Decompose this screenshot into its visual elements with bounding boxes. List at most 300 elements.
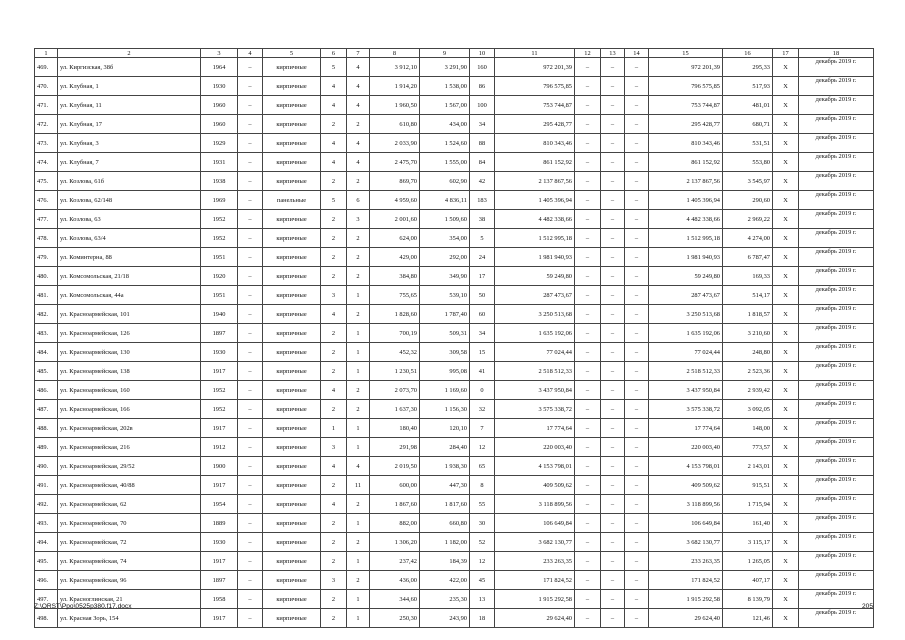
table-cell: 30 xyxy=(470,514,495,533)
table-cell: X xyxy=(773,609,799,628)
table-cell: 483. xyxy=(35,324,58,343)
table-cell: 45 xyxy=(470,571,495,590)
table-cell: ул. Козлова, 63 xyxy=(58,210,201,229)
table-cell: X xyxy=(773,400,799,419)
table-cell: 5 xyxy=(321,191,347,210)
table-body xyxy=(35,58,874,628)
table-cell: 160 xyxy=(470,58,495,77)
table-cell: 514,17 xyxy=(723,286,773,305)
table-cell: ул. Комсомольская, 44а xyxy=(58,286,201,305)
table-cell: X xyxy=(773,96,799,115)
table-cell: – xyxy=(601,514,625,533)
table-cell: – xyxy=(575,134,601,153)
table-cell: 2 969,22 xyxy=(723,210,773,229)
table-cell: 235,30 xyxy=(420,590,470,609)
table-cell: 2 xyxy=(347,172,370,191)
table-cell: – xyxy=(575,58,601,77)
table-cell: 18 xyxy=(470,609,495,628)
table-cell: 12 xyxy=(470,438,495,457)
table-cell: 233 263,35 xyxy=(649,552,723,571)
table-cell: 610,80 xyxy=(370,115,420,134)
table-cell: 1 230,51 xyxy=(370,362,420,381)
table-cell: декабрь 2019 г. xyxy=(799,362,874,381)
table-cell: – xyxy=(601,77,625,96)
table-cell: 2 518 512,33 xyxy=(649,362,723,381)
table-cell: X xyxy=(773,191,799,210)
table-cell: – xyxy=(625,172,649,191)
column-header: 13 xyxy=(601,49,625,58)
table-cell: 284,40 xyxy=(420,438,470,457)
table-cell: – xyxy=(625,115,649,134)
table-cell: 495. xyxy=(35,552,58,571)
table-cell: 12 xyxy=(470,552,495,571)
table-cell: кирпичные xyxy=(263,58,321,77)
table-cell: – xyxy=(575,115,601,134)
table-cell: – xyxy=(575,210,601,229)
table-cell: X xyxy=(773,153,799,172)
table-cell: кирпичные xyxy=(263,305,321,324)
table-cell: декабрь 2019 г. xyxy=(799,343,874,362)
table-cell: X xyxy=(773,115,799,134)
table-cell: – xyxy=(625,400,649,419)
table-cell: кирпичные xyxy=(263,419,321,438)
table-cell: 1 828,60 xyxy=(370,305,420,324)
table-row xyxy=(35,229,874,248)
table-cell: ул. Красноармейская, 74 xyxy=(58,552,201,571)
table-cell: декабрь 2019 г. xyxy=(799,286,874,305)
table-cell: 6 787,47 xyxy=(723,248,773,267)
column-header: 7 xyxy=(347,49,370,58)
table-cell: X xyxy=(773,172,799,191)
table-cell: – xyxy=(601,476,625,495)
table-row xyxy=(35,210,874,229)
table-cell: 1960 xyxy=(201,96,238,115)
table-cell: 1 xyxy=(347,552,370,571)
table-cell: – xyxy=(625,571,649,590)
column-header: 18 xyxy=(799,49,874,58)
table-cell: 2 xyxy=(347,533,370,552)
table-cell: X xyxy=(773,438,799,457)
table-cell: ул. Красноармейская, 202в xyxy=(58,419,201,438)
column-header: 3 xyxy=(201,49,238,58)
table-cell: 1 xyxy=(347,438,370,457)
table-cell: 2 xyxy=(321,115,347,134)
table-cell: 1964 xyxy=(201,58,238,77)
table-cell: 861 152,92 xyxy=(649,153,723,172)
table-cell: 169,33 xyxy=(723,267,773,286)
table-cell: 1897 xyxy=(201,571,238,590)
page-number: 205 xyxy=(861,603,873,610)
table-cell: декабрь 2019 г. xyxy=(799,77,874,96)
table-row xyxy=(35,571,874,590)
table-cell: – xyxy=(238,191,263,210)
table-cell: 3 092,05 xyxy=(723,400,773,419)
table-cell: 1 818,57 xyxy=(723,305,773,324)
table-cell: 476. xyxy=(35,191,58,210)
table-cell: кирпичные xyxy=(263,514,321,533)
table-cell: 753 744,87 xyxy=(495,96,575,115)
table-cell: 498. xyxy=(35,609,58,628)
table-row xyxy=(35,533,874,552)
table-cell: X xyxy=(773,343,799,362)
table-cell: 1931 xyxy=(201,153,238,172)
table-cell: 434,00 xyxy=(420,115,470,134)
table-cell: 1 405 396,94 xyxy=(649,191,723,210)
column-header: 6 xyxy=(321,49,347,58)
table-cell: 1 555,00 xyxy=(420,153,470,172)
table-row xyxy=(35,362,874,381)
table-cell: декабрь 2019 г. xyxy=(799,514,874,533)
table-cell: – xyxy=(238,495,263,514)
table-cell: – xyxy=(238,229,263,248)
table-cell: – xyxy=(575,533,601,552)
table-cell: 509,31 xyxy=(420,324,470,343)
table-cell: 469. xyxy=(35,58,58,77)
table-cell: 50 xyxy=(470,286,495,305)
table-cell: декабрь 2019 г. xyxy=(799,419,874,438)
column-header: 5 xyxy=(263,49,321,58)
table-cell: 2 xyxy=(321,362,347,381)
table-cell: – xyxy=(601,343,625,362)
table-cell: 1 914,20 xyxy=(370,77,420,96)
table-cell: кирпичные xyxy=(263,115,321,134)
table-cell: ул. Красноармейская, 216 xyxy=(58,438,201,457)
table-cell: 470. xyxy=(35,77,58,96)
table-cell: 1889 xyxy=(201,514,238,533)
table-cell: 436,00 xyxy=(370,571,420,590)
table-cell: – xyxy=(575,324,601,343)
table-cell: ул. Красноармейская, 130 xyxy=(58,343,201,362)
table-cell: – xyxy=(238,476,263,495)
table-cell: – xyxy=(575,400,601,419)
table-row xyxy=(35,457,874,476)
column-header: 8 xyxy=(370,49,420,58)
table-cell: 1 637,30 xyxy=(370,400,420,419)
table-cell: – xyxy=(575,457,601,476)
table-cell: 2 019,50 xyxy=(370,457,420,476)
table-cell: 290,60 xyxy=(723,191,773,210)
table-cell: 4 274,00 xyxy=(723,229,773,248)
table-cell: 497. xyxy=(35,590,58,609)
table-cell: 2 137 867,56 xyxy=(495,172,575,191)
table-cell: ул. Красноармейская, 160 xyxy=(58,381,201,400)
table-cell: 1917 xyxy=(201,419,238,438)
table-cell: – xyxy=(238,343,263,362)
table-cell: – xyxy=(601,438,625,457)
table-cell: 2 073,70 xyxy=(370,381,420,400)
table-cell: 1951 xyxy=(201,248,238,267)
table-cell: 8 xyxy=(470,476,495,495)
table-cell: 233 263,35 xyxy=(495,552,575,571)
table-cell: X xyxy=(773,77,799,96)
table-cell: 237,42 xyxy=(370,552,420,571)
table-cell: – xyxy=(238,115,263,134)
table-cell: 3 xyxy=(321,438,347,457)
table-cell: 1 915 292,58 xyxy=(649,590,723,609)
table-row xyxy=(35,343,874,362)
table-cell: 171 824,52 xyxy=(495,571,575,590)
table-cell: 4 153 798,01 xyxy=(649,457,723,476)
table-cell: 409 509,62 xyxy=(495,476,575,495)
table-cell: 4 482 338,66 xyxy=(495,210,575,229)
table-cell: ул. Комсомольская, 21/18 xyxy=(58,267,201,286)
table-cell: 2 475,70 xyxy=(370,153,420,172)
table-cell: – xyxy=(601,115,625,134)
table-row xyxy=(35,286,874,305)
table-cell: 452,32 xyxy=(370,343,420,362)
table-cell: – xyxy=(238,96,263,115)
table-row xyxy=(35,495,874,514)
table-cell: – xyxy=(238,552,263,571)
table-cell: 4 xyxy=(347,77,370,96)
table-cell: кирпичные xyxy=(263,343,321,362)
table-cell: 291,98 xyxy=(370,438,420,457)
column-header: 2 xyxy=(58,49,201,58)
table-cell: декабрь 2019 г. xyxy=(799,381,874,400)
table-cell: 2 xyxy=(321,267,347,286)
table-cell: 295,33 xyxy=(723,58,773,77)
table-cell: декабрь 2019 г. xyxy=(799,248,874,267)
table-row xyxy=(35,134,874,153)
table-cell: 106 649,84 xyxy=(649,514,723,533)
table-cell: – xyxy=(601,552,625,571)
table-row xyxy=(35,172,874,191)
table-cell: – xyxy=(575,286,601,305)
column-header: 17 xyxy=(773,49,799,58)
table-cell: – xyxy=(575,77,601,96)
table-cell: X xyxy=(773,210,799,229)
table-cell: – xyxy=(601,400,625,419)
table-cell: 2 xyxy=(321,248,347,267)
table-cell: кирпичные xyxy=(263,324,321,343)
table-cell: – xyxy=(625,286,649,305)
table-cell: – xyxy=(575,305,601,324)
table-cell: 2 939,42 xyxy=(723,381,773,400)
table-cell: – xyxy=(601,571,625,590)
table-cell: – xyxy=(601,457,625,476)
table-cell: 4 xyxy=(321,381,347,400)
table-cell: – xyxy=(625,552,649,571)
table-cell: 41 xyxy=(470,362,495,381)
table-cell: 915,51 xyxy=(723,476,773,495)
table-cell: – xyxy=(575,343,601,362)
table-cell: 517,93 xyxy=(723,77,773,96)
column-header: 11 xyxy=(495,49,575,58)
table-cell: кирпичные xyxy=(263,571,321,590)
table-row xyxy=(35,590,874,609)
table-cell: 171 824,52 xyxy=(649,571,723,590)
table-cell: 1 182,00 xyxy=(420,533,470,552)
table-cell: 3 xyxy=(347,210,370,229)
table-cell: 4 482 338,66 xyxy=(649,210,723,229)
table-row xyxy=(35,324,874,343)
table-cell: 485. xyxy=(35,362,58,381)
table-cell: кирпичные xyxy=(263,96,321,115)
table-cell: – xyxy=(601,381,625,400)
table-cell: 309,58 xyxy=(420,343,470,362)
table-cell: 3 575 338,72 xyxy=(495,400,575,419)
table-cell: – xyxy=(601,248,625,267)
table-cell: X xyxy=(773,457,799,476)
table-cell: – xyxy=(625,609,649,628)
table-cell: 1929 xyxy=(201,134,238,153)
table-cell: кирпичные xyxy=(263,552,321,571)
table-cell: декабрь 2019 г. xyxy=(799,495,874,514)
table-cell: 3 118 899,56 xyxy=(495,495,575,514)
table-cell: 1930 xyxy=(201,343,238,362)
table-cell: 447,30 xyxy=(420,476,470,495)
table-cell: 3 682 130,77 xyxy=(495,533,575,552)
table-cell: 295 428,77 xyxy=(649,115,723,134)
table-cell: 1 981 940,93 xyxy=(495,248,575,267)
table-row xyxy=(35,115,874,134)
table-cell: 1 635 192,06 xyxy=(495,324,575,343)
table-cell: – xyxy=(625,533,649,552)
table-cell: 2 xyxy=(321,343,347,362)
table-cell: – xyxy=(601,96,625,115)
table-cell: 17 774,64 xyxy=(495,419,575,438)
table-cell: 4 xyxy=(347,457,370,476)
table-cell: 4 959,60 xyxy=(370,191,420,210)
table-cell: 7 xyxy=(470,419,495,438)
table-cell: – xyxy=(238,77,263,96)
table-cell: кирпичные xyxy=(263,134,321,153)
table-cell: 2 xyxy=(347,267,370,286)
table-cell: – xyxy=(625,514,649,533)
table-cell: 100 xyxy=(470,96,495,115)
table-cell: – xyxy=(625,343,649,362)
table-cell: X xyxy=(773,134,799,153)
table-cell: 422,00 xyxy=(420,571,470,590)
table-cell: – xyxy=(601,134,625,153)
table-cell: 753 744,87 xyxy=(649,96,723,115)
table-cell: 773,57 xyxy=(723,438,773,457)
table-cell: – xyxy=(625,381,649,400)
table-cell: декабрь 2019 г. xyxy=(799,172,874,191)
table-row xyxy=(35,305,874,324)
table-cell: – xyxy=(625,419,649,438)
table-cell: – xyxy=(625,153,649,172)
table-cell: кирпичные xyxy=(263,609,321,628)
table-cell: – xyxy=(238,381,263,400)
table-cell: 472. xyxy=(35,115,58,134)
table-cell: 1952 xyxy=(201,400,238,419)
table-cell: кирпичные xyxy=(263,77,321,96)
table-cell: 52 xyxy=(470,533,495,552)
table-cell: ул. Красноармейская, 29/52 xyxy=(58,457,201,476)
table-cell: – xyxy=(238,324,263,343)
table-cell: 1917 xyxy=(201,609,238,628)
table-cell: кирпичные xyxy=(263,533,321,552)
table-cell: 496. xyxy=(35,571,58,590)
table-cell: кирпичные xyxy=(263,286,321,305)
table-cell: ул. Клубная, 7 xyxy=(58,153,201,172)
table-cell: ул. Красная Зорь, 154 xyxy=(58,609,201,628)
table-cell: 482. xyxy=(35,305,58,324)
table-cell: панельные xyxy=(263,191,321,210)
table-cell: – xyxy=(625,134,649,153)
table-row xyxy=(35,381,874,400)
table-cell: 8 139,79 xyxy=(723,590,773,609)
table-cell: 1897 xyxy=(201,324,238,343)
table-cell: кирпичные xyxy=(263,153,321,172)
table-cell: декабрь 2019 г. xyxy=(799,476,874,495)
table-cell: 1 867,60 xyxy=(370,495,420,514)
table-cell: 1 512 995,18 xyxy=(495,229,575,248)
table-cell: 755,65 xyxy=(370,286,420,305)
table-cell: 4 xyxy=(321,495,347,514)
table-cell: 32 xyxy=(470,400,495,419)
table-cell: декабрь 2019 г. xyxy=(799,552,874,571)
table-cell: – xyxy=(575,552,601,571)
table-cell: декабрь 2019 г. xyxy=(799,324,874,343)
table-cell: 4 836,11 xyxy=(420,191,470,210)
table-cell: кирпичные xyxy=(263,495,321,514)
table-cell: X xyxy=(773,229,799,248)
table-cell: 292,00 xyxy=(420,248,470,267)
table-cell: кирпичные xyxy=(263,362,321,381)
table-cell: 55 xyxy=(470,495,495,514)
table-cell: 2 xyxy=(321,533,347,552)
table-cell: 972 201,39 xyxy=(495,58,575,77)
table-cell: 2 xyxy=(321,324,347,343)
table-cell: кирпичные xyxy=(263,400,321,419)
table-cell: 1912 xyxy=(201,438,238,457)
table-cell: 995,08 xyxy=(420,362,470,381)
table-cell: декабрь 2019 г. xyxy=(799,571,874,590)
table-cell: 29 624,40 xyxy=(649,609,723,628)
table-cell: – xyxy=(238,419,263,438)
table-cell: декабрь 2019 г. xyxy=(799,210,874,229)
table-cell: 4 xyxy=(321,305,347,324)
table-cell: 4 xyxy=(347,58,370,77)
table-cell: 494. xyxy=(35,533,58,552)
table-cell: – xyxy=(601,362,625,381)
table-cell: 161,40 xyxy=(723,514,773,533)
table-cell: – xyxy=(238,514,263,533)
table-cell: 29 624,40 xyxy=(495,609,575,628)
table-cell: кирпичные xyxy=(263,248,321,267)
table-cell: – xyxy=(575,381,601,400)
table-cell: 3 437 950,84 xyxy=(649,381,723,400)
table-cell: 4 xyxy=(321,134,347,153)
table-cell: 2 xyxy=(347,571,370,590)
table-cell: 600,00 xyxy=(370,476,420,495)
table-cell: 2 xyxy=(321,590,347,609)
table-cell: X xyxy=(773,476,799,495)
table-cell: 3 545,97 xyxy=(723,172,773,191)
table-cell: – xyxy=(625,495,649,514)
table-cell: 1940 xyxy=(201,305,238,324)
table-cell: 1 xyxy=(347,514,370,533)
table-cell: – xyxy=(601,210,625,229)
table-cell: 493. xyxy=(35,514,58,533)
table-cell: ул. Коминтерна, 88 xyxy=(58,248,201,267)
table-row xyxy=(35,153,874,172)
table-cell: 473. xyxy=(35,134,58,153)
table-cell: 492. xyxy=(35,495,58,514)
table-cell: 2 xyxy=(321,210,347,229)
table-row xyxy=(35,438,874,457)
table-cell: 183 xyxy=(470,191,495,210)
table-cell: 531,51 xyxy=(723,134,773,153)
table-cell: – xyxy=(601,609,625,628)
table-cell: – xyxy=(601,229,625,248)
table-cell: 17 xyxy=(470,267,495,286)
column-header: 14 xyxy=(625,49,649,58)
table-cell: 287 473,67 xyxy=(649,286,723,305)
table-cell: 2 xyxy=(347,381,370,400)
